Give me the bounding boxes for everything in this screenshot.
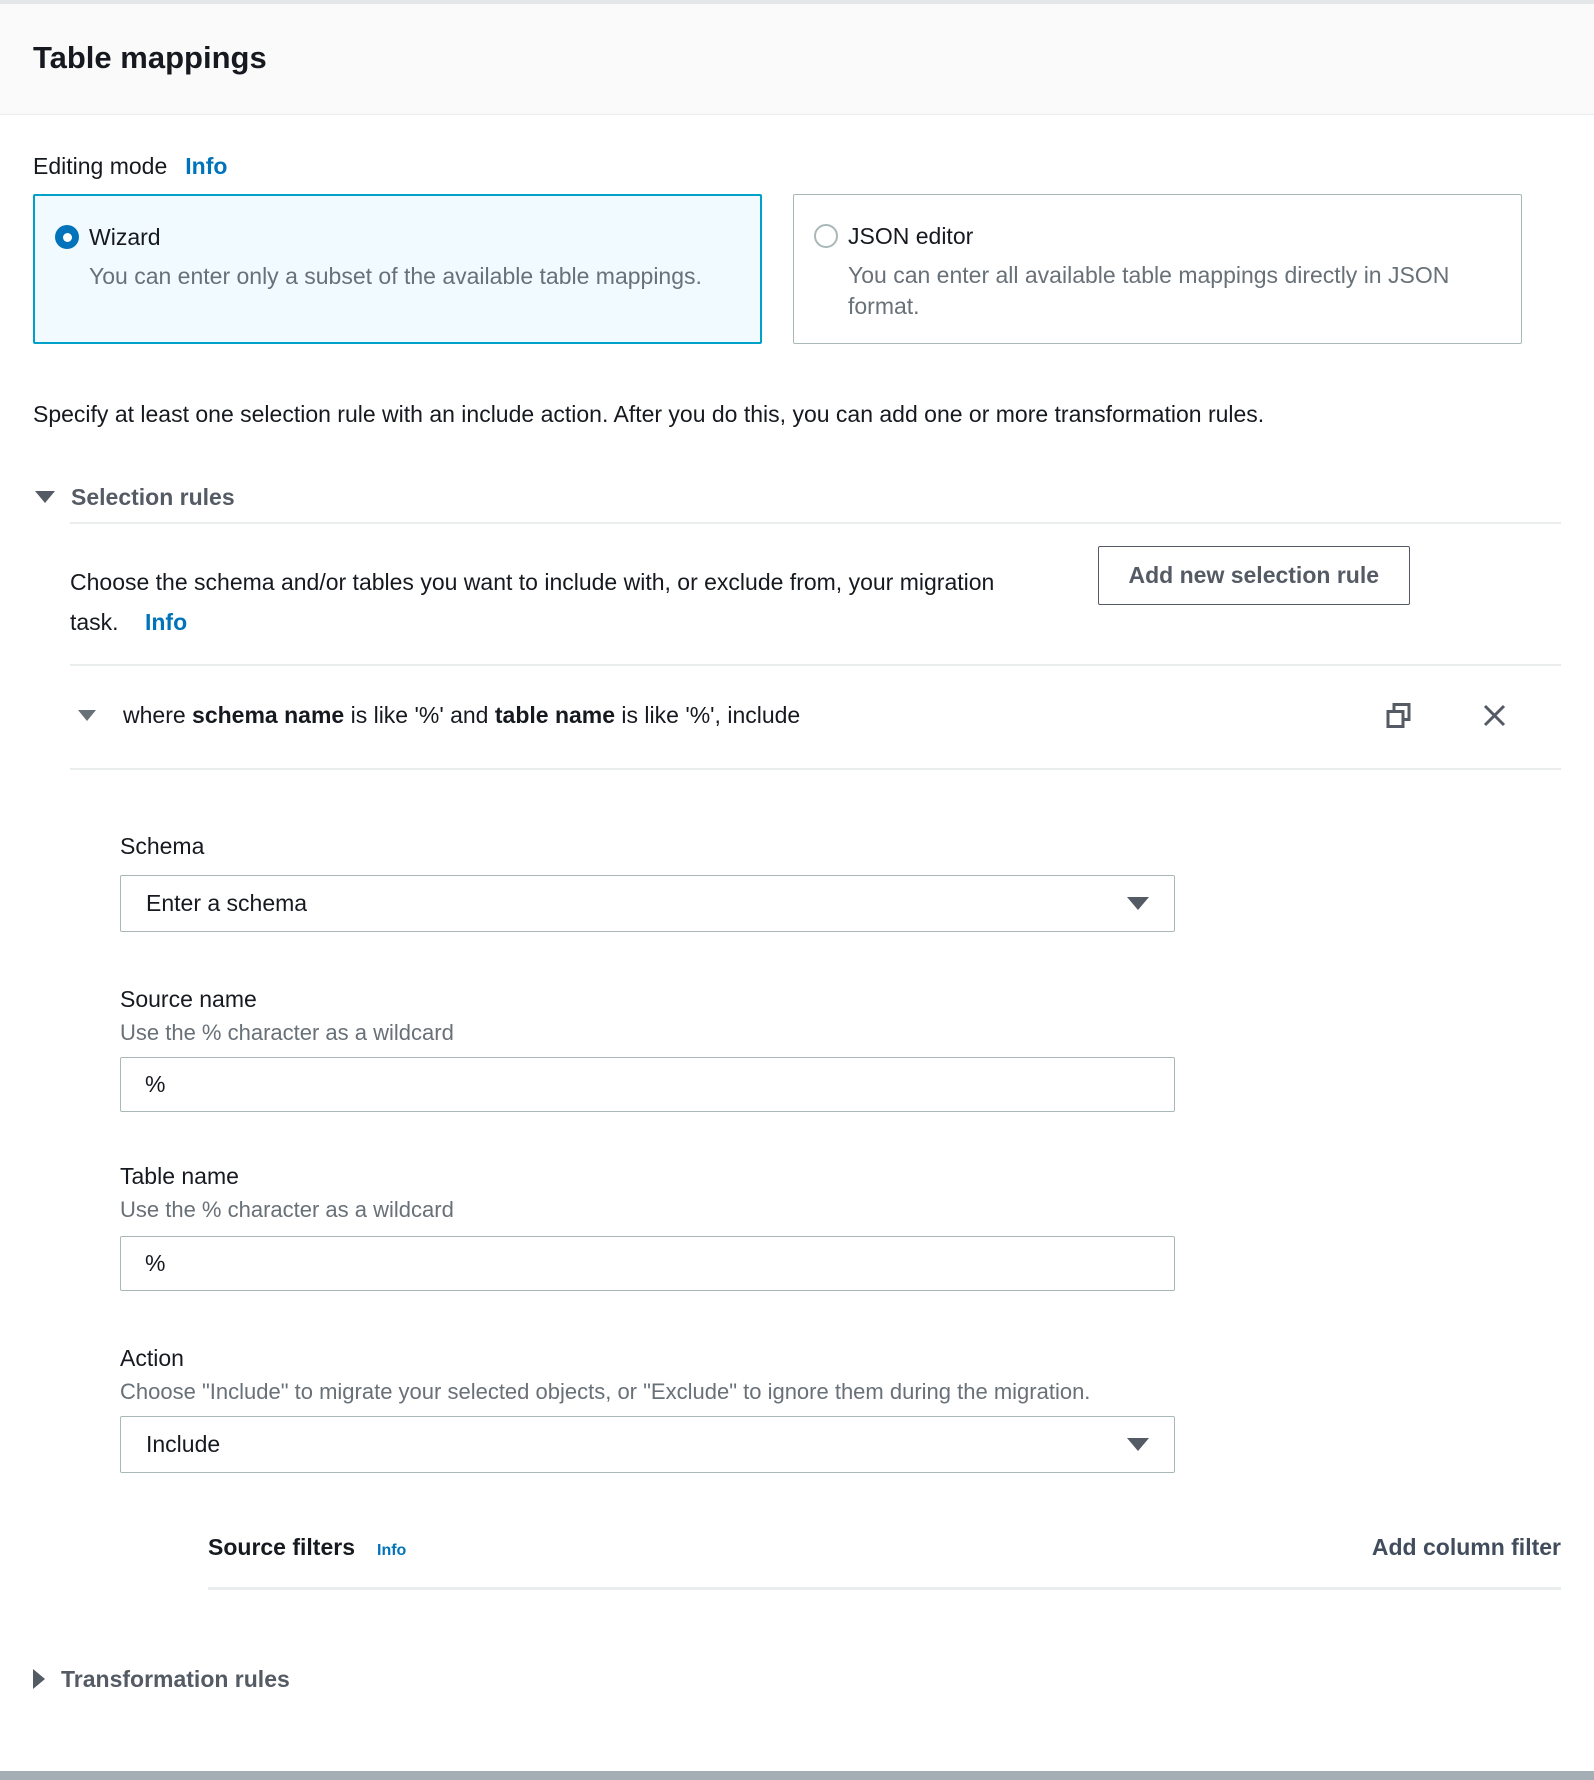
- source-filters-row: [208, 1531, 1561, 1563]
- selection-rules-header[interactable]: [33, 482, 1561, 512]
- editing-mode-option-json-editor[interactable]: [793, 194, 1522, 344]
- panel-header: [0, 4, 1594, 115]
- option-wizard-label: Wizard: [89, 224, 161, 250]
- selection-rules-description: [70, 546, 1030, 642]
- option-json-description: You can enter all available table mappings directly in JSON format.: [848, 262, 1450, 319]
- radio-checked-icon[interactable]: [55, 225, 79, 249]
- option-text: [848, 221, 1497, 322]
- action-select[interactable]: [120, 1416, 1175, 1473]
- divider: [208, 1587, 1561, 1590]
- bottom-edge-strip: [0, 1771, 1594, 1780]
- table-name-input[interactable]: [120, 1236, 1175, 1291]
- selection-rules-body: [70, 522, 1561, 1590]
- editing-mode-label: Editing mode: [33, 153, 168, 179]
- copy-icon: [1385, 701, 1412, 730]
- selection-rules-info-link[interactable]: Info: [144, 609, 188, 635]
- editing-mode-option-wizard[interactable]: [33, 194, 762, 344]
- action-select-value: Include: [146, 1431, 221, 1457]
- chevron-right-icon: [33, 1669, 45, 1689]
- source-filters-section: [208, 1531, 1561, 1590]
- option-wizard-description: You can enter only a subset of the available table mappings.: [89, 263, 702, 289]
- table-name-label: Table name: [120, 1163, 239, 1189]
- rule-summary-part: is like '%', include: [615, 702, 801, 728]
- page-title: Table mappings: [33, 40, 267, 75]
- dropdown-arrow-icon: [1127, 897, 1149, 910]
- intro-text: Specify at least one selection rule with an include action. After you do this, you can add one or more transformation rules.: [33, 401, 1265, 427]
- duplicate-rule-button[interactable]: [1385, 701, 1412, 730]
- chevron-down-icon: [35, 491, 55, 503]
- editing-mode-cards: [33, 194, 1561, 344]
- panel-content: [0, 151, 1594, 1694]
- chevron-down-icon: [78, 710, 96, 721]
- rule-summary-part: is like '%' and: [344, 702, 495, 728]
- schema-select-value: Enter a schema: [146, 890, 308, 916]
- editing-mode-row: [33, 151, 1561, 181]
- selection-rules-title: Selection rules: [71, 484, 235, 510]
- transformation-rules-header[interactable]: [33, 1664, 1561, 1694]
- action-help: Choose "Include" to migrate your selected objects, or "Exclude" to ignore them during the migration.: [120, 1379, 1091, 1404]
- selection-rules-description-row: [70, 546, 1561, 642]
- radio-unchecked-icon[interactable]: [814, 224, 838, 248]
- dropdown-arrow-icon: [1127, 1438, 1149, 1451]
- rule-summary-part: where: [123, 702, 193, 728]
- selection-rule-row[interactable]: [70, 666, 1561, 770]
- rule-summary-schema-name: schema name: [192, 702, 345, 728]
- source-name-input[interactable]: [120, 1057, 1175, 1112]
- selection-rule-form: [70, 832, 1561, 1590]
- selection-rules-description-text: Choose the schema and/or tables you want to include with, or exclude from, your migration task.: [70, 569, 995, 635]
- editing-mode-info-link[interactable]: Info: [185, 153, 228, 179]
- option-json-label: JSON editor: [848, 223, 974, 249]
- option-text: [89, 222, 702, 292]
- source-filters-info-link[interactable]: Info: [377, 1542, 407, 1559]
- rule-summary: [123, 700, 800, 730]
- action-label: Action: [120, 1345, 184, 1371]
- divider: [70, 522, 1561, 524]
- rule-summary-table-name: table name: [494, 702, 616, 728]
- close-icon: [1480, 701, 1509, 730]
- schema-select[interactable]: [120, 875, 1175, 932]
- add-new-selection-rule-button[interactable]: Add new selection rule: [1098, 546, 1411, 605]
- source-name-label: Source name: [120, 986, 257, 1012]
- remove-rule-button[interactable]: [1480, 701, 1509, 730]
- source-filters-label: Source filters: [208, 1534, 355, 1560]
- transformation-rules-title: Transformation rules: [61, 1666, 290, 1692]
- add-column-filter-button[interactable]: Add column filter: [1372, 1531, 1561, 1563]
- source-name-help: Use the % character as a wildcard: [120, 1020, 454, 1045]
- table-name-help: Use the % character as a wildcard: [120, 1197, 454, 1222]
- schema-label: Schema: [120, 833, 205, 859]
